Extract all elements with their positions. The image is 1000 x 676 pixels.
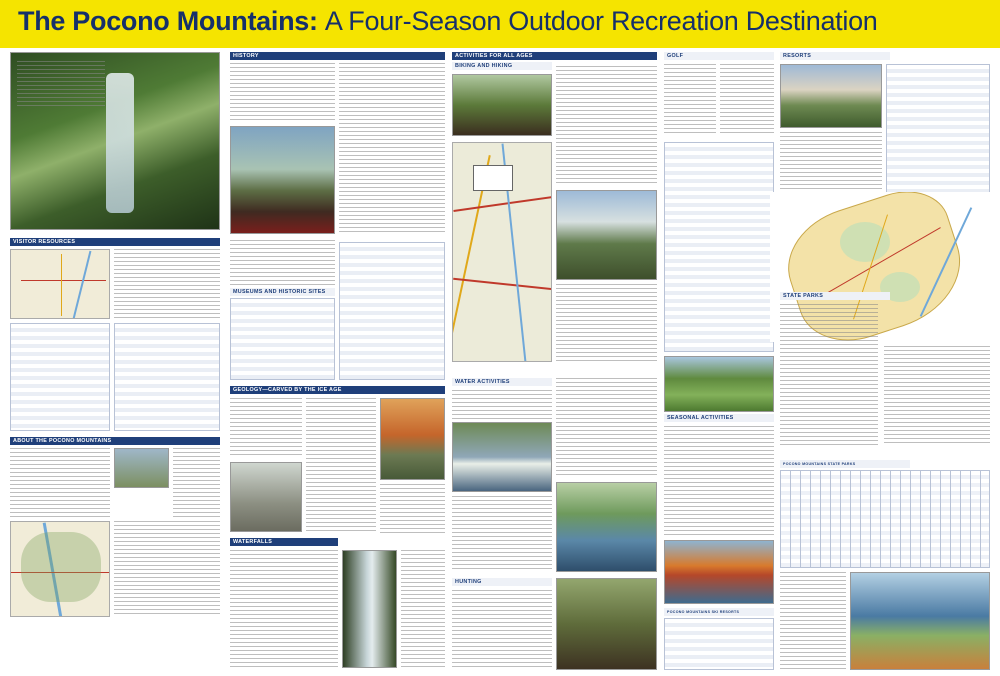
- boulder-field-photo: [230, 462, 302, 532]
- golf-text-left: [664, 64, 716, 136]
- history-text-right: [339, 63, 445, 233]
- hikers-photo: [556, 190, 657, 280]
- state-parks-contact-table: [114, 323, 220, 431]
- water-text: [452, 390, 552, 420]
- waterfall-photo-2: [342, 550, 397, 668]
- museums-header: MUSEUMS AND HISTORIC SITES: [230, 288, 335, 296]
- biking-text: [556, 66, 657, 186]
- about-text-2: [173, 448, 220, 518]
- resort-photo: [780, 64, 882, 128]
- kayak-photo: [556, 482, 657, 572]
- history-text-lower: [230, 240, 335, 288]
- water-text-3: [556, 378, 657, 478]
- state-parks-text-right: [884, 346, 990, 446]
- golf-text-right: [720, 64, 774, 136]
- biking-hiking-header: BIKING AND HIKING: [452, 62, 552, 70]
- autumn-lake-photo: [664, 540, 774, 604]
- turkey-photo: [556, 578, 657, 670]
- waterfalls-header: WATERFALLS: [230, 538, 338, 546]
- golf-courses-table: [664, 142, 774, 352]
- hunting-text: [452, 590, 552, 670]
- column-3: [452, 52, 657, 585]
- lake-canoe-photo: [850, 572, 990, 670]
- village-photo: [114, 448, 169, 488]
- waterfalls-text-2: [401, 550, 445, 668]
- state-parks-text-bottom: [780, 572, 846, 670]
- seasonal-header: SEASONAL ACTIVITIES: [664, 414, 774, 422]
- water-text-2: [452, 496, 552, 572]
- geology-text-2: [306, 398, 376, 534]
- museums-table-right: [339, 242, 445, 380]
- resorts-header: RESORTS: [780, 52, 890, 60]
- column-4: [664, 52, 774, 614]
- column-1: [10, 52, 220, 617]
- geology-text-1: [230, 398, 302, 458]
- about-header: ABOUT THE POCONO MOUNTAINS: [10, 437, 220, 445]
- state-park-features-grid: [780, 470, 990, 568]
- steam-train-photo: [230, 126, 335, 234]
- hunting-header: HUNTING: [452, 578, 552, 586]
- about-text-3: [114, 521, 220, 617]
- hiking-text: [556, 284, 657, 364]
- golf-course-photo: [664, 356, 774, 412]
- resorts-table: [886, 64, 990, 194]
- geology-header: GEOLOGY—CARVED BY THE ICE AGE: [230, 386, 445, 394]
- activities-header: ACTIVITIES FOR ALL AGES: [452, 52, 657, 60]
- visitor-info-table: [10, 323, 110, 431]
- page-title: The Pocono Mountains: A Four-Season Outdoor Recreation Destination: [18, 6, 878, 36]
- region-locator-map: [10, 249, 110, 319]
- museums-table-left: [230, 298, 335, 380]
- column-2: [230, 52, 445, 545]
- ski-resorts-table: [664, 618, 774, 670]
- page-subtitle: A Four-Season Outdoor Recreation Destination: [324, 6, 878, 36]
- history-text-left: [230, 63, 335, 123]
- water-activities-header: WATER ACTIVITIES: [452, 378, 552, 386]
- waterfalls-text: [230, 550, 338, 668]
- visitor-resources-header: VISITOR RESOURCES: [10, 238, 220, 246]
- mountain-biker-photo: [452, 74, 552, 136]
- park-features-header: POCONO MOUNTAINS STATE PARKS: [780, 460, 910, 468]
- seasonal-text: [664, 426, 774, 536]
- getting-here-text: [114, 249, 220, 319]
- state-parks-text-left: [780, 304, 878, 448]
- history-header: HISTORY: [230, 52, 445, 60]
- column-5: [780, 52, 990, 466]
- title-banner: [0, 0, 1000, 48]
- resorts-text: [780, 132, 882, 198]
- rafting-photo: [452, 422, 552, 492]
- about-text: [10, 448, 110, 518]
- golf-header: GOLF: [664, 52, 774, 60]
- waterfall-hero-photo: [10, 52, 220, 230]
- delaware-water-gap-map: [10, 521, 110, 617]
- autumn-creek-photo: [380, 398, 445, 480]
- geology-text-3: [380, 484, 445, 534]
- ski-resorts-header: POCONO MOUNTAINS SKI RESORTS: [664, 608, 774, 616]
- state-parks-header: STATE PARKS: [780, 292, 890, 300]
- trail-map: [452, 142, 552, 362]
